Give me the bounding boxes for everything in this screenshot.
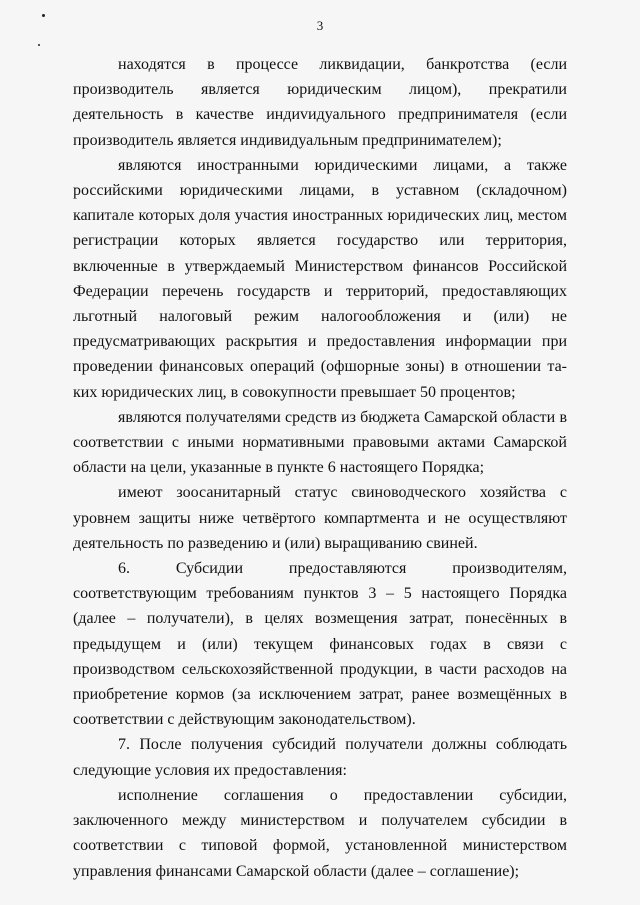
paragraph-clause-6: 6. Субсидии предоставляются производителям, соответствующим требованиям пунктов 3 – 5 настоящего Порядка (далее – получатели), в целях возмещения затрат, понесённых в предыдущем и (или) текущем финансовых годах в связи с производством сельскохозяйственной продукции, в части расходов на приобретение кормов (за исключением затрат, ранее возмещённых в соответствии с действующим законодательством).: [73, 560, 567, 729]
paragraph-clause-7: 7. После получения субсидий получатели должны соблюдать следующие условия их предоставления:: [73, 736, 567, 779]
page-number: 3: [316, 18, 324, 33]
paragraph-zoosanitary-status: имеют зоосанитарный статус свиноводческого хозяйства с уровнем защиты ниже четвёртого компартмента и не осуществляют деятельность по разведению и (или) выращиванию свиней.: [73, 484, 567, 552]
document-body: [73, 52, 567, 884]
paragraph-budget-recipients: являются получателями средств из бюджета Самарской области в соответствии с иными нормативными правовыми актами Самарской области на цели, указанные в пункте 6 настоящего Порядка;: [73, 408, 567, 477]
scan-speck: [42, 14, 45, 17]
paragraph-agreement-execution: исполнение соглашения о предоставлении субсидии, заключенного между министерством и получателем субсидии в соответствии с типовой формой, установленной министерством управления финансами Самарской области (далее – соглашение);: [73, 786, 567, 880]
paragraph-liquidation: находятся в процессе ликвидации, банкротства (если производитель является юридическим лицом), прекратили деятельность в качестве индиvидуального предпринимателя (если производитель является индивидуальным предпринимателем);: [73, 56, 567, 149]
scan-speck: [38, 44, 40, 46]
paragraph-foreign-entities: являются иностранными юридическими лицами, а также российскими юридическими лицами, в уставном (складочном) капитале которых доля участия иностранных юридических лиц, местом регистрации которых является государство или территория, включенные в утверждаемый Министерством финансов Российской Федерации перечень государств и территорий, предоставляющих льготный налоговый режим налогообложения и (или) не предусматривающих раскрытия и предоставления информации при проведении финансовых операций (офшорные зоны) в отношении таких юридических лиц, в совокупности превышает 50 процентов;: [73, 156, 567, 401]
